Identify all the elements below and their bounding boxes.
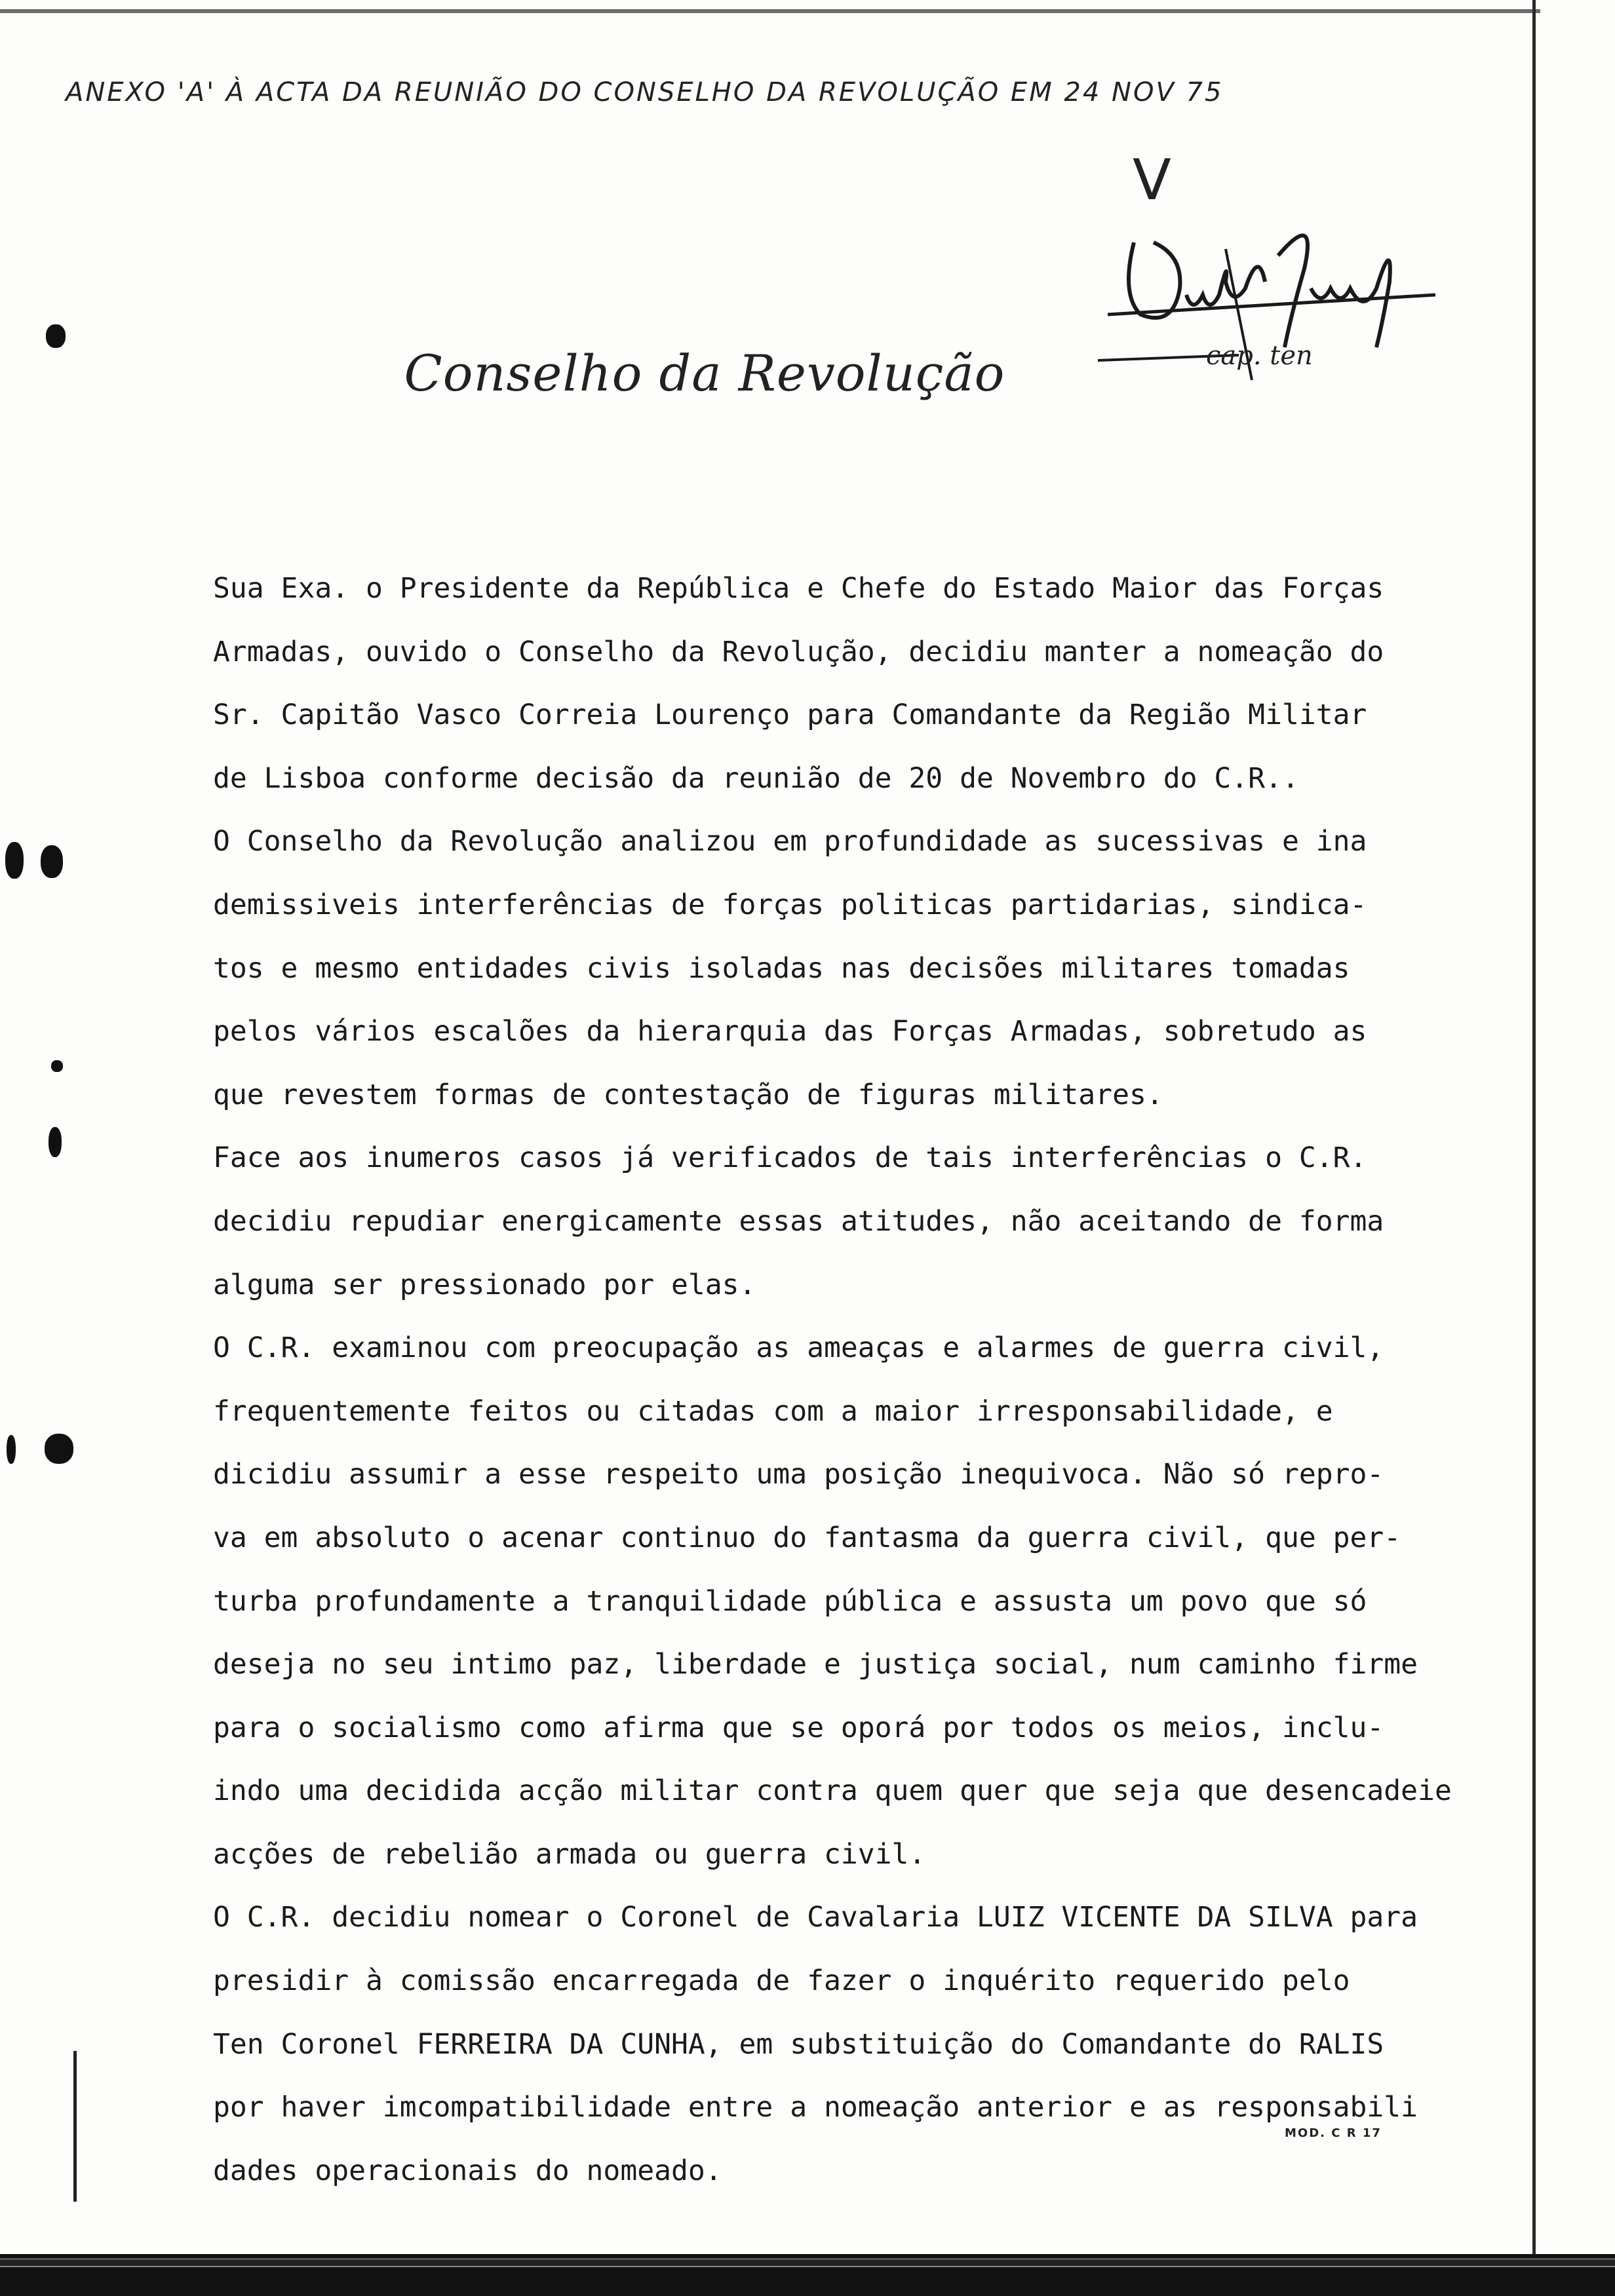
body-line: que revestem formas de contestação de figuras militares. (213, 1078, 1163, 1111)
punch-hole-mark (51, 1060, 63, 1072)
punch-hole-mark (7, 1435, 16, 1464)
body-line: Face aos inumeros casos já verificados de tais interferências o C.R. (213, 1141, 1367, 1175)
body-line: alguma ser pressionado por elas. (213, 1268, 756, 1301)
signature-title: cap. ten (1206, 341, 1313, 371)
body-line: pelos vários escalões da hierarquia das Forças Armadas, sobretudo as (213, 1015, 1367, 1048)
body-line: demissiveis interferências de forças politicas partidarias, sindica- (213, 888, 1367, 921)
body-line: Sua Exa. o Presidente da República e Chefe do Estado Maior das Forças (213, 572, 1384, 605)
punch-hole-mark (5, 842, 24, 879)
punch-hole-mark (41, 845, 63, 878)
body-line: dicidiu assumir a esse respeito uma posição inequivoca. Não só repro- (213, 1458, 1384, 1491)
letterhead-title: Conselho da Revolução (404, 344, 1005, 402)
body-line: acções de rebelião armada ou guerra civil. (213, 1837, 926, 1871)
margin-line (73, 2051, 77, 2202)
body-line: para o socialismo como afirma que se oporá por todos os meios, inclu- (213, 1711, 1384, 1744)
body-line: O Conselho da Revolução analizou em profundidade as sucessivas e ina (213, 825, 1367, 858)
body-line: frequentemente feitos ou citadas com a maior irresponsabilidade, e (213, 1394, 1333, 1428)
punch-hole-mark (45, 1434, 73, 1464)
top-scan-edge (0, 9, 1540, 13)
body-line: deseja no seu intimo paz, liberdade e justiça social, num caminho firme (213, 1648, 1418, 1681)
bottom-scan-edge (0, 2254, 1615, 2296)
body-text (213, 557, 1471, 2202)
body-line: O C.R. examinou com preocupação as ameaças e alarmes de guerra civil, (213, 1331, 1384, 1365)
form-code: MOD. C R 17 (1285, 2126, 1382, 2140)
handwritten-header: ANEXO 'A' À ACTA DA REUNIÃO DO CONSELHO DA REVOLUÇÃO EM 24 NOV 75 (66, 77, 1224, 107)
body-line: Ten Coronel FERREIRA DA CUNHA, em substituição do Comandante do RALIS (213, 2027, 1384, 2061)
body-line: O C.R. decidiu nomear o Coronel de Cavalaria LUIZ VICENTE DA SILVA para (213, 1901, 1418, 1934)
check-mark: V (1133, 147, 1171, 213)
body-line: Armadas, ouvido o Conselho da Revolução, decidiu manter a nomeação do (213, 635, 1384, 668)
body-line: presidir à comissão encarregada de fazer o inquérito requerido pelo (213, 1964, 1350, 1998)
body-line: Sr. Capitão Vasco Correia Lourenço para Comandante da Região Militar (213, 698, 1367, 732)
body-line: por haver imcompatibilidade entre a nomeação anterior e as responsabili (213, 2091, 1418, 2124)
body-line: decidiu repudiar energicamente essas atitudes, não aceitando de forma (213, 1204, 1384, 1238)
body-line: dades operacionais do nomeado. (213, 2154, 722, 2187)
body-line: indo uma decidida acção militar contra quem quer que seja que desencadeie (213, 1774, 1452, 1808)
body-line: de Lisboa conforme decisão da reunião de 20 de Novembro do C.R.. (213, 761, 1299, 795)
punch-hole-mark (49, 1127, 62, 1157)
body-line: turba profundamente a tranquilidade pública e assusta um povo que só (213, 1584, 1367, 1618)
body-line: va em absoluto o acenar continuo do fantasma da guerra civil, que per- (213, 1521, 1401, 1554)
right-scan-edge (1532, 0, 1536, 2261)
body-line: tos e mesmo entidades civis isoladas nas decisões militares tomadas (213, 951, 1350, 985)
